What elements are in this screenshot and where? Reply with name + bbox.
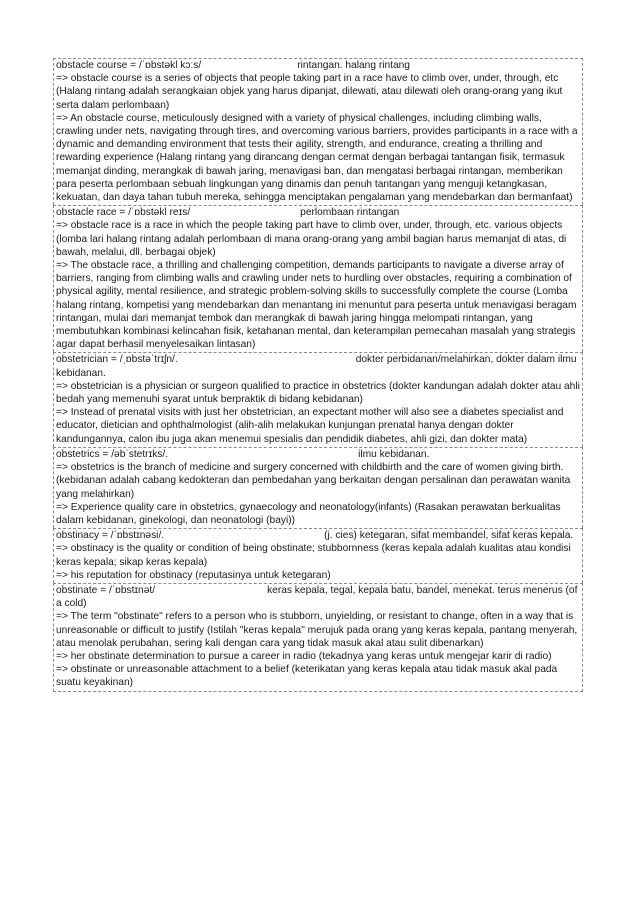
entry-gloss: rintangan. halang rintang	[297, 60, 410, 71]
entry-line: => The term "obstinate" refers to a person who is stubborn, unyielding, or resistant to change, often in a way that is unreasonable or difficult to justify (Istilah "keras kepala" merujuk pada orang yang keras kepala, pantang menyerah, atau menolak perubahan, sering kali dengan cara yang tidak masuk akal atau sulit dibenarkan)	[56, 611, 578, 649]
entry-term: obstinate = /ˈɒbstɪnət/	[56, 584, 156, 596]
entry-line: => obstetrics is the branch of medicine and surgery concerned with childbirth and the care of women giving birth. (kebidanan adalah cabang kedokteran dan pembedahan yang berkaitan dengan persalinan dan perawatan wanita yang melahirkan)	[56, 462, 571, 500]
entry-obstinate	[53, 583, 583, 692]
dictionary-page	[53, 58, 583, 692]
entry-term: obstacle race = /ˈɒbstəkl reɪs/	[56, 207, 191, 219]
entry-line: => obstacle race is a race in which the people taking part have to climb over, under, through, etc. various objects (lomba lari halang rintang adalah perlombaan di mana orang-orang yang ambil bagian harus memanjat di atas, di bawah, melalui, dll. berbagai objek)	[56, 220, 567, 258]
entry-gloss: keras kepala, tegal, kepala batu, bandel, menekat. terus menerus (of a cold)	[56, 584, 578, 610]
entry-line: => obstacle course is a series of objects that people taking part in a race have to climb over, under, through, etc (Halang rintang adalah serangkaian objek yang harus dipanjat, dilewati, atau dilewati oleh orang-orang yang ikut serta dalam perlombaan)	[56, 73, 563, 111]
entry-obstacle-course	[53, 58, 583, 205]
entry-obstetrics	[53, 447, 583, 528]
entry-term: obstacle course = /ˈɒbstəkl kɔːs/	[56, 60, 202, 71]
entry-obstacle-race	[53, 205, 583, 352]
entry-obstetrician	[53, 352, 583, 446]
entry-line: => obstinate or unreasonable attachment to a belief (keterikatan yang keras kepala atau tidak masuk akal pada suatu keyakinan)	[56, 664, 558, 689]
entry-line: => her obstinate determination to pursue a career in radio (tekadnya yang keras untuk mengejar karir di radio)	[56, 650, 552, 662]
entry-obstinacy	[53, 528, 583, 583]
entry-line: => his reputation for obstinacy (reputasinya untuk ketegaran)	[56, 569, 331, 581]
entry-line: => Experience quality care in obstetrics, gynaecology and neonatology(infants) (Rasakan perawatan berkualitas dalam kebidanan, ginekologi, dan neonatologi (bayi))	[56, 501, 561, 526]
entry-gloss: perlombaan rintangan	[300, 207, 400, 219]
entry-line: => obstinacy is the quality or condition of being obstinate; stubbornness (keras kepala adalah kualitas atau kondisi keras kepala; sikap keras kepala)	[56, 543, 571, 568]
entry-line: => Instead of prenatal visits with just her obstetrician, an expectant mother will also see a diabetes specialist and educator, dietician and ophthalmologist (alih-alih melakukan kunjungan prenatal hanya dengan dokter kandungannya, calon ibu juga akan menemui spesialis dan pendidik diabetes, ahli gizi, dan dokter mata)	[56, 407, 564, 445]
entry-line: => An obstacle course, meticulously designed with a variety of physical challenges, including climbing walls, crawling under nets, navigating through tires, and overcoming various barriers, provides participants in a race with a dynamic and demanding environment that tests their agility, strength, and endurance, creating a thrilling and rewarding experience (Halang rintang yang dirancang dengan cermat dengan berbagai tantangan fisik, termasuk memanjat dinding, merangkak di bawah jaring, menavigasi ban, dan mengatasi berbagai rintangan, memberikan para peserta perlombaan sebuah lingkungan yang dinamis dan penuh tantangan yang menguji ketangkasan, kekuatan, dan daya tahan tubuh mereka, sehingga menciptakan pengalaman yang mendebarkan dan bermanfaat)	[56, 112, 578, 204]
entry-term: obstinacy = /ˈɒbstɪnəsi/.	[56, 530, 165, 542]
entry-gloss: ilmu kebidanan.	[358, 448, 430, 460]
entry-term: obstetrics = /əbˈstetrɪks/.	[56, 448, 169, 460]
entry-gloss: (j. cies) ketegaran, sifat membandel, sifat keras kepala.	[324, 530, 574, 542]
entry-line: => The obstacle race, a thrilling and challenging competition, demands participants to navigate a diverse array of barriers, ranging from climbing walls and crawling under nets to hurdling over obstacles, requiring a combination of physical agility, mental resilience, and strategic problem-solving skills to successfully complete the course (Lomba halang rintang, kompetisi yang mendebarkan dan menantang ini menuntut para peserta untuk menavigasi beragam rintangan, mulai dari memanjat tembok dan merangkak di bawah jaring hingga melompati rintangan, yang membutuhkan kombinasi kelincahan fisik, ketahanan mental, dan keterampilan pemecahan masalah yang strategis agar dapat berhasil menyelesaikan lintasan)	[56, 260, 577, 351]
entry-term: obstetrician = /ˌɒbstəˈtrɪʃn/.	[56, 354, 178, 366]
entry-gloss: dokter perbidanan/melahirkan, dokter dalam ilmu kebidanan.	[56, 354, 577, 379]
entry-line: => obstetrician is a physician or surgeon qualified to practice in obstetrics (dokter kandungan adalah dokter atau ahli bedah yang memenuhi syarat untuk berpraktik di bidang kebidanan)	[56, 380, 580, 406]
